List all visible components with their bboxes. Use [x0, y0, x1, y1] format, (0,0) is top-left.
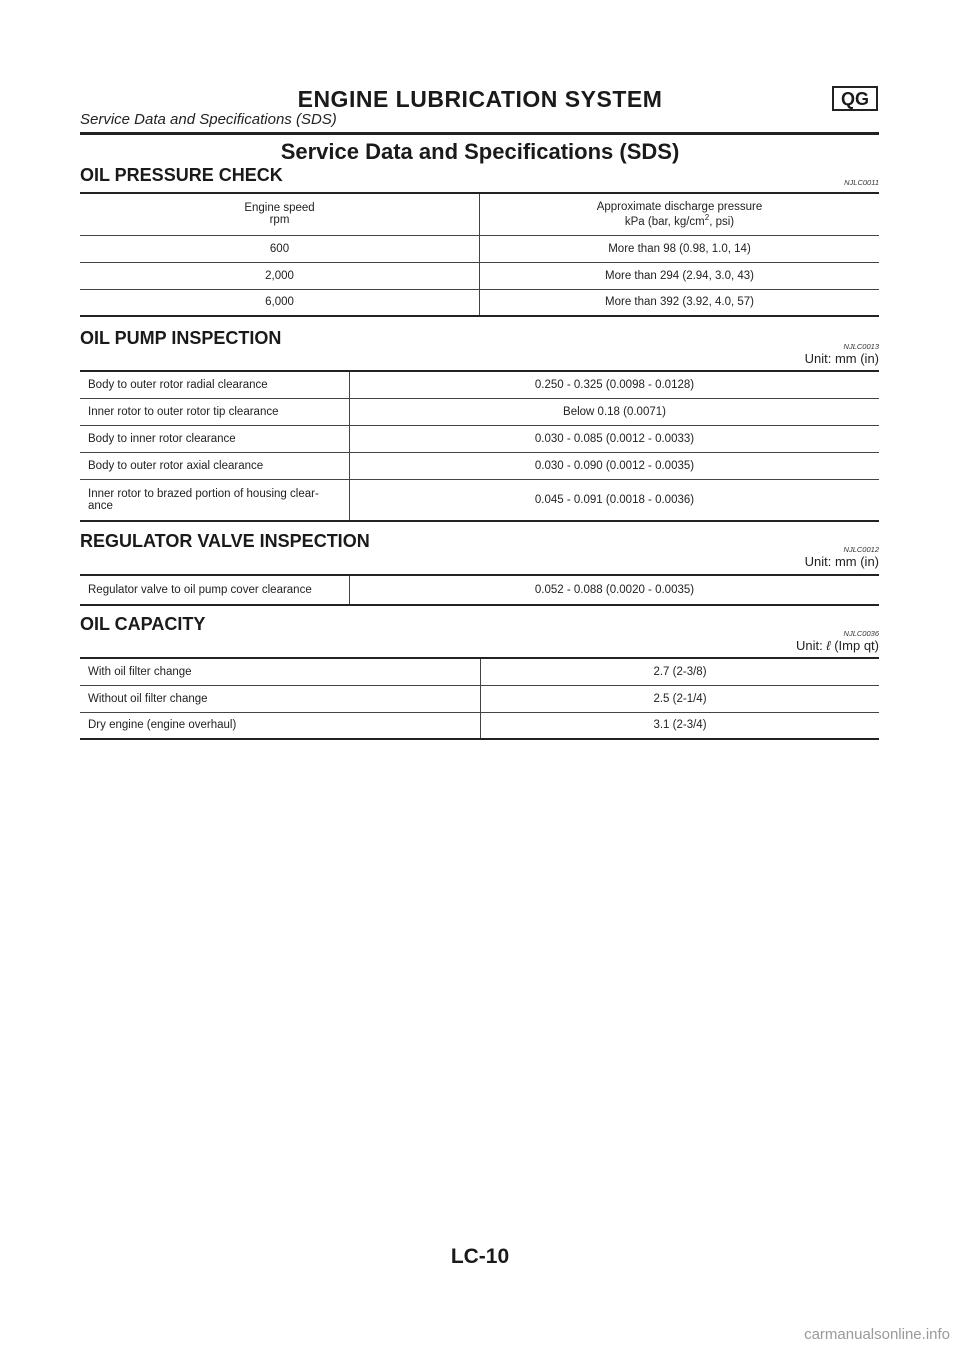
cell-value: Below 0.18 (0.0071): [350, 398, 880, 425]
oil-capacity-section-head: [80, 614, 879, 656]
oil-capacity-table: [80, 657, 879, 740]
section-title: OIL PRESSURE CHECK: [80, 165, 283, 185]
oil-pump-section-head: [80, 328, 879, 370]
table-row: [80, 685, 879, 712]
regulator-section-head: [80, 531, 879, 573]
unit-suffix: (Imp qt): [834, 638, 879, 653]
section-title: OIL CAPACITY: [80, 614, 206, 634]
section-unit: Unit: mm (in): [804, 554, 879, 569]
section-unit: Unit: mm (in): [804, 351, 879, 366]
section-code: NJLC0036: [843, 629, 879, 638]
cell-value: 0.052 - 0.088 (0.0020 - 0.0035): [350, 575, 880, 605]
cell-value: 0.045 - 0.091 (0.0018 - 0.0036): [350, 479, 880, 521]
unit-prefix: Unit:: [796, 638, 823, 653]
section-title: REGULATOR VALVE INSPECTION: [80, 531, 370, 551]
cell-pressure: More than 294 (2.94, 3.0, 43): [480, 262, 880, 289]
cell-value: 2.5 (2-1/4): [481, 685, 880, 712]
cell-value: 0.030 - 0.085 (0.0012 - 0.0033): [350, 425, 880, 452]
oil-pressure-table: [80, 192, 879, 317]
table-row: [80, 452, 879, 479]
cell-item: [80, 479, 350, 521]
header-title: ENGINE LUBRICATION SYSTEM: [297, 86, 663, 112]
cell-line: ance: [88, 499, 113, 512]
header-rule: [80, 132, 879, 135]
table-row: [80, 371, 879, 398]
cell-value: 3.1 (2-3/4): [481, 712, 880, 739]
section-code: NJLC0011: [844, 178, 879, 187]
header-line: rpm: [269, 214, 290, 227]
header-text: kPa (bar, kg/cm: [624, 215, 705, 228]
header-subtitle: Service Data and Specifications (SDS): [80, 111, 337, 128]
cell-item: Dry engine (engine overhaul): [80, 712, 481, 739]
table-row: [80, 235, 879, 262]
cell-speed: 600: [80, 235, 480, 262]
section-code: NJLC0013: [843, 342, 879, 351]
cell-item: Regulator valve to oil pump cover clearance: [80, 575, 350, 605]
table-row: [80, 262, 879, 289]
section-unit: [796, 638, 879, 653]
cell-pressure: More than 98 (0.98, 1.0, 14): [480, 235, 880, 262]
cell-value: 0.250 - 0.325 (0.0098 - 0.0128): [350, 371, 880, 398]
cell-item: Without oil filter change: [80, 685, 481, 712]
oil-pressure-section-head: [80, 165, 879, 191]
cell-speed: 6,000: [80, 289, 480, 316]
litre-symbol: ℓ: [826, 638, 831, 653]
table-row: [80, 479, 879, 521]
table-row: [80, 712, 879, 739]
cell-item: With oil filter change: [80, 658, 481, 685]
oil-pump-table: [80, 370, 879, 522]
header-cell-discharge-pressure: [480, 193, 880, 235]
section-title: OIL PUMP INSPECTION: [80, 328, 282, 348]
table-row: [80, 575, 879, 605]
cell-item: Body to inner rotor clearance: [80, 425, 350, 452]
page-number: LC-10: [450, 1245, 510, 1268]
cell-item: Body to outer rotor radial clearance: [80, 371, 350, 398]
cell-line: Inner rotor to brazed portion of housing clear-: [88, 487, 319, 500]
section-code: NJLC0012: [843, 545, 879, 554]
table-row: [80, 398, 879, 425]
site-watermark: carmanualsonline.info: [804, 1326, 950, 1343]
cell-pressure: More than 392 (3.92, 4.0, 57): [480, 289, 880, 316]
header-line: [488, 213, 871, 228]
table-row: [80, 658, 879, 685]
table-header-row: [80, 193, 879, 235]
header-line: Approximate discharge pressure: [596, 200, 763, 213]
table-row: [80, 425, 879, 452]
cell-item: Inner rotor to outer rotor tip clearance: [80, 398, 350, 425]
cell-speed: 2,000: [80, 262, 480, 289]
cell-value: 0.030 - 0.090 (0.0012 - 0.0035): [350, 452, 880, 479]
header-text: , psi): [709, 215, 735, 228]
header-cell-engine-speed: [80, 193, 480, 235]
engine-code-badge: QG: [832, 86, 878, 111]
header-line: Engine speed: [244, 202, 315, 215]
regulator-table: [80, 574, 879, 606]
page-title: Service Data and Specifications (SDS): [280, 139, 680, 164]
cell-value: 2.7 (2-3/8): [481, 658, 880, 685]
table-row: [80, 289, 879, 316]
superscript: 2: [704, 212, 710, 222]
cell-item: Body to outer rotor axial clearance: [80, 452, 350, 479]
